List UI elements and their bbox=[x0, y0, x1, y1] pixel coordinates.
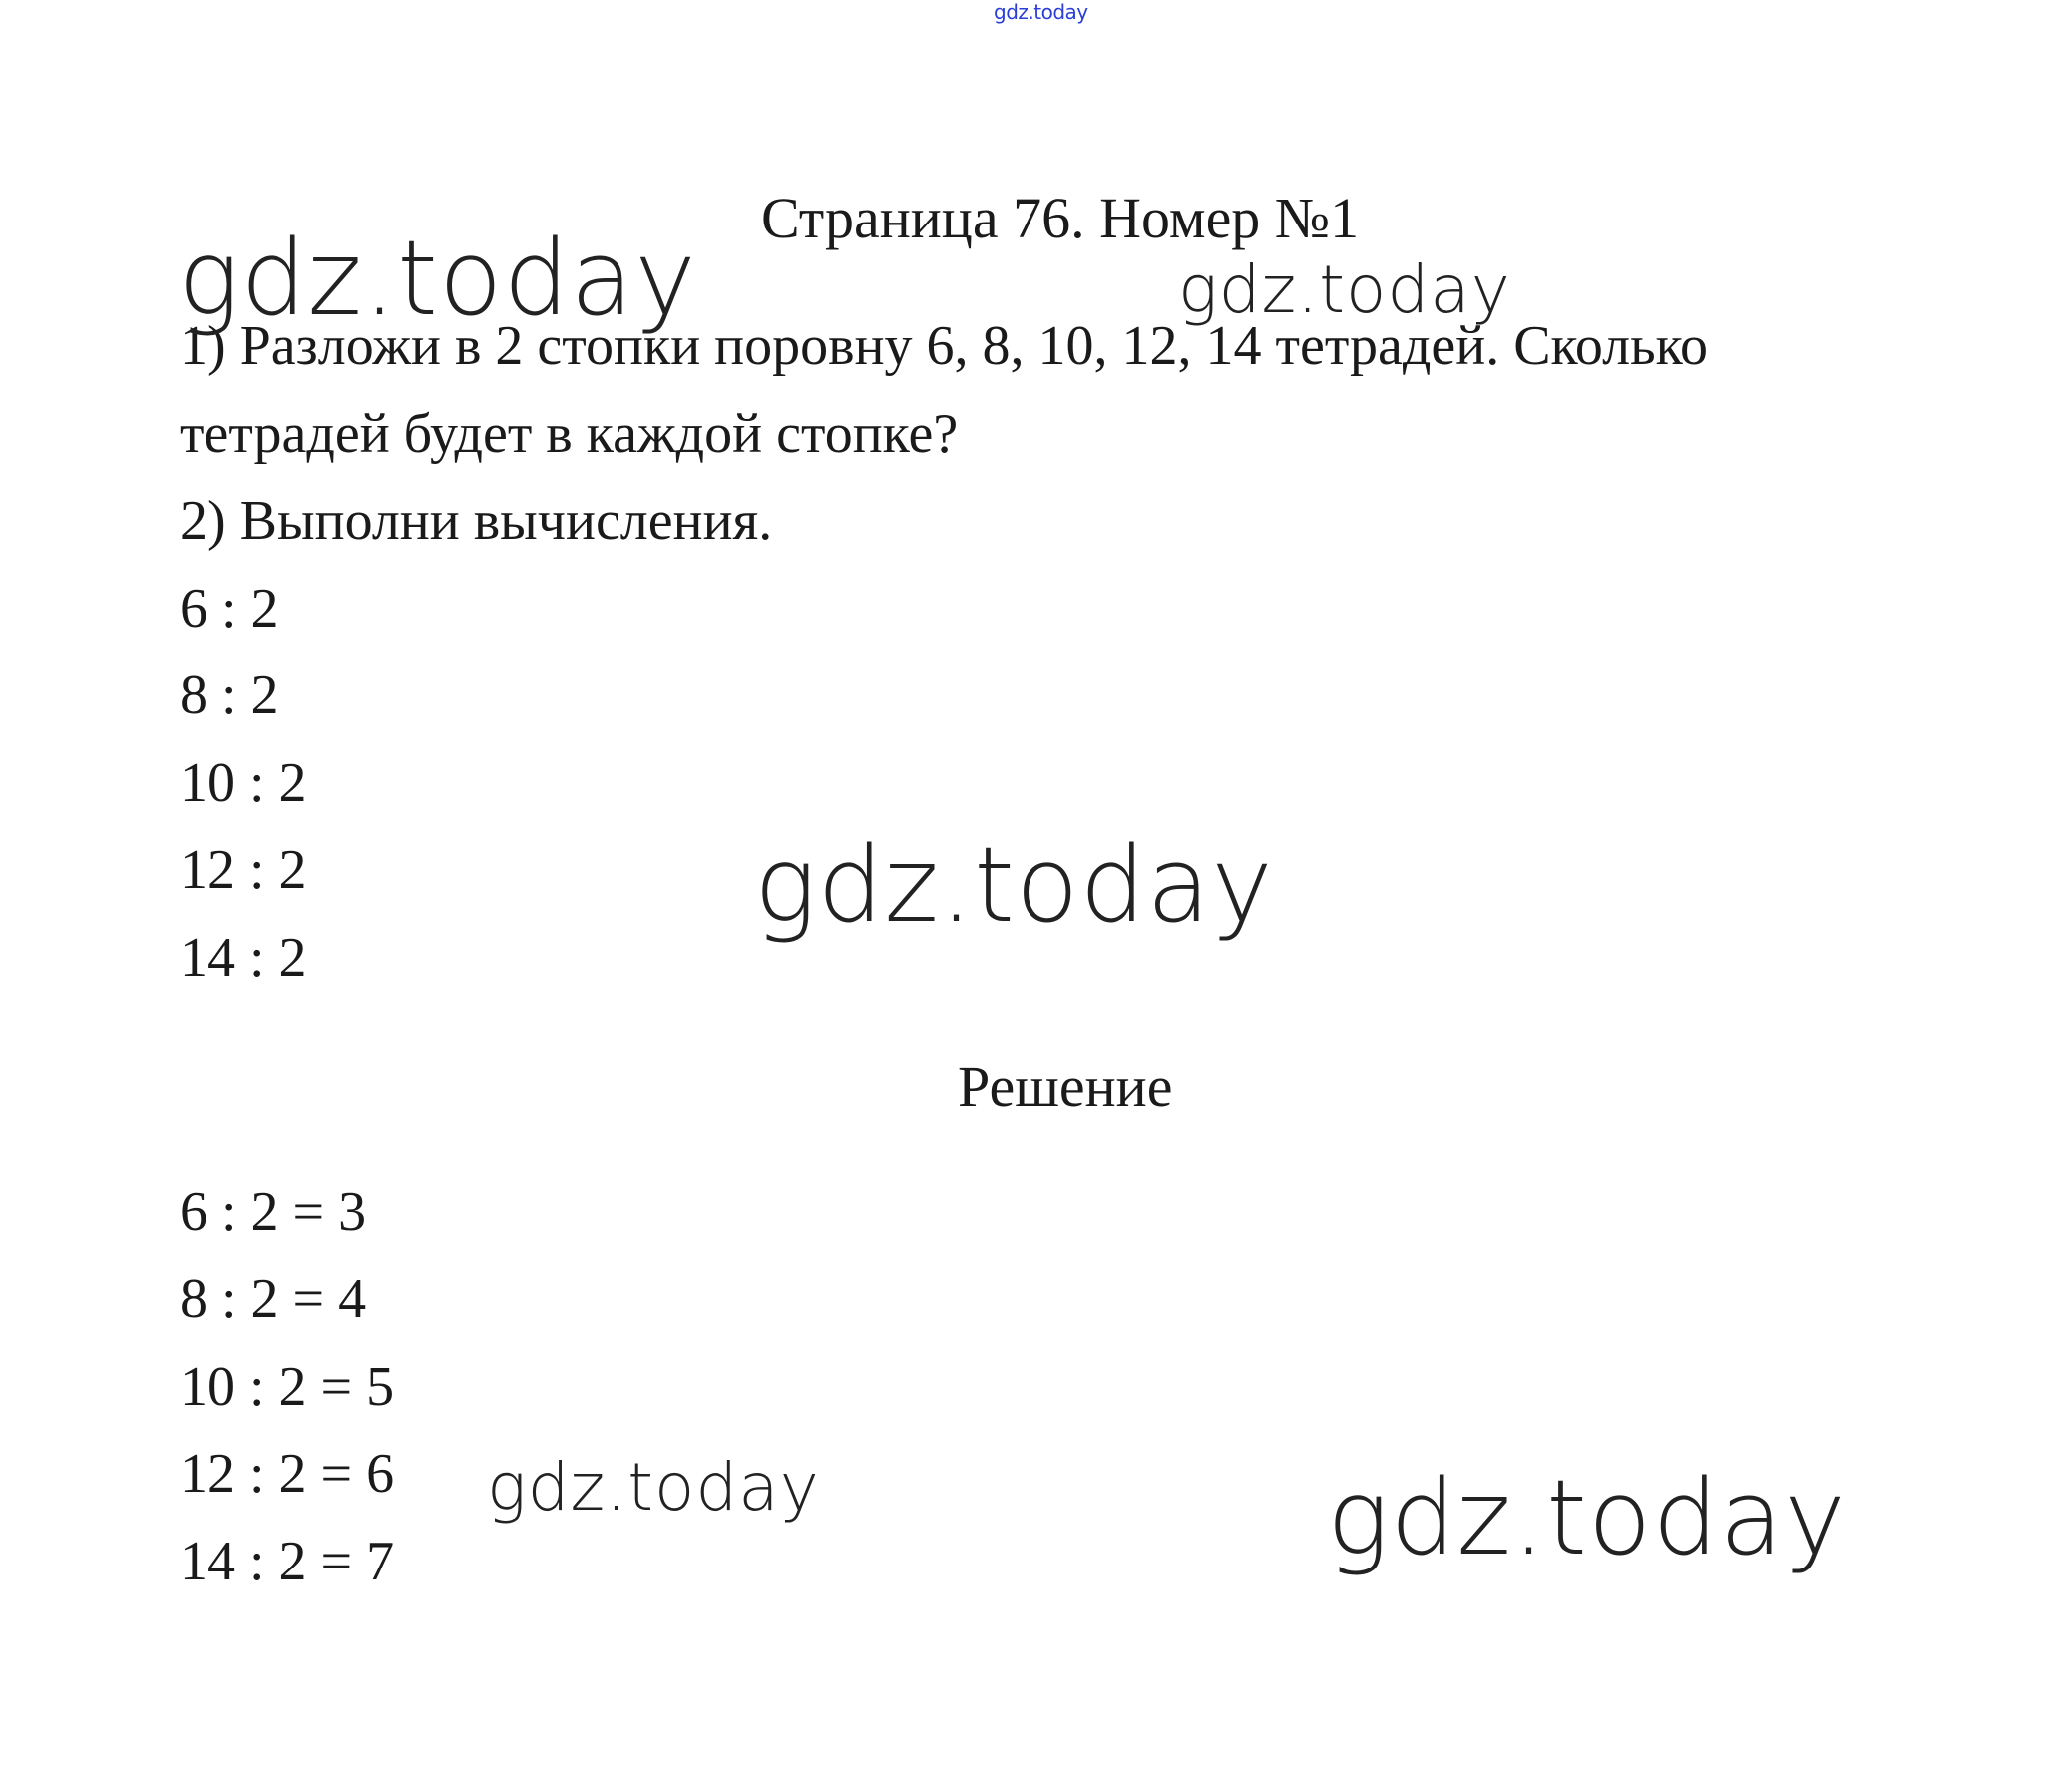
answer-item: 6 : 2 = 3 bbox=[180, 1181, 367, 1243]
expression-item: 12 : 2 bbox=[180, 839, 307, 901]
answer-item: 8 : 2 = 4 bbox=[180, 1268, 367, 1330]
answer-item: 12 : 2 = 6 bbox=[180, 1443, 395, 1505]
expression-item: 10 : 2 bbox=[180, 752, 307, 814]
answer-item: 10 : 2 = 5 bbox=[180, 1356, 395, 1418]
expression-item: 8 : 2 bbox=[180, 665, 279, 726]
solution-heading: Решение bbox=[958, 1054, 1173, 1119]
page-title: Страница 76. Номер №1 bbox=[761, 186, 1360, 250]
watermark: gdz.today bbox=[1178, 251, 1511, 328]
watermark: gdz.today bbox=[178, 218, 697, 339]
answer-item: 14 : 2 = 7 bbox=[180, 1531, 395, 1592]
watermark: gdz.today bbox=[487, 1449, 820, 1526]
expression-item: 6 : 2 bbox=[180, 578, 279, 640]
task-line-3: 2) Выполни вычисления. bbox=[180, 490, 773, 552]
task-line-1: 1) Разложи в 2 стопки поровну 6, 8, 10, 12, 14 тетрадей. Сколько bbox=[180, 315, 1709, 377]
watermark: gdz.today bbox=[754, 824, 1274, 946]
expression-item: 14 : 2 bbox=[180, 927, 307, 989]
task-line-2: тетрадей будет в каждой стопке? bbox=[180, 403, 959, 465]
watermark: gdz.today bbox=[1327, 1457, 1847, 1578]
site-link[interactable]: gdz.today bbox=[994, 0, 1088, 24]
